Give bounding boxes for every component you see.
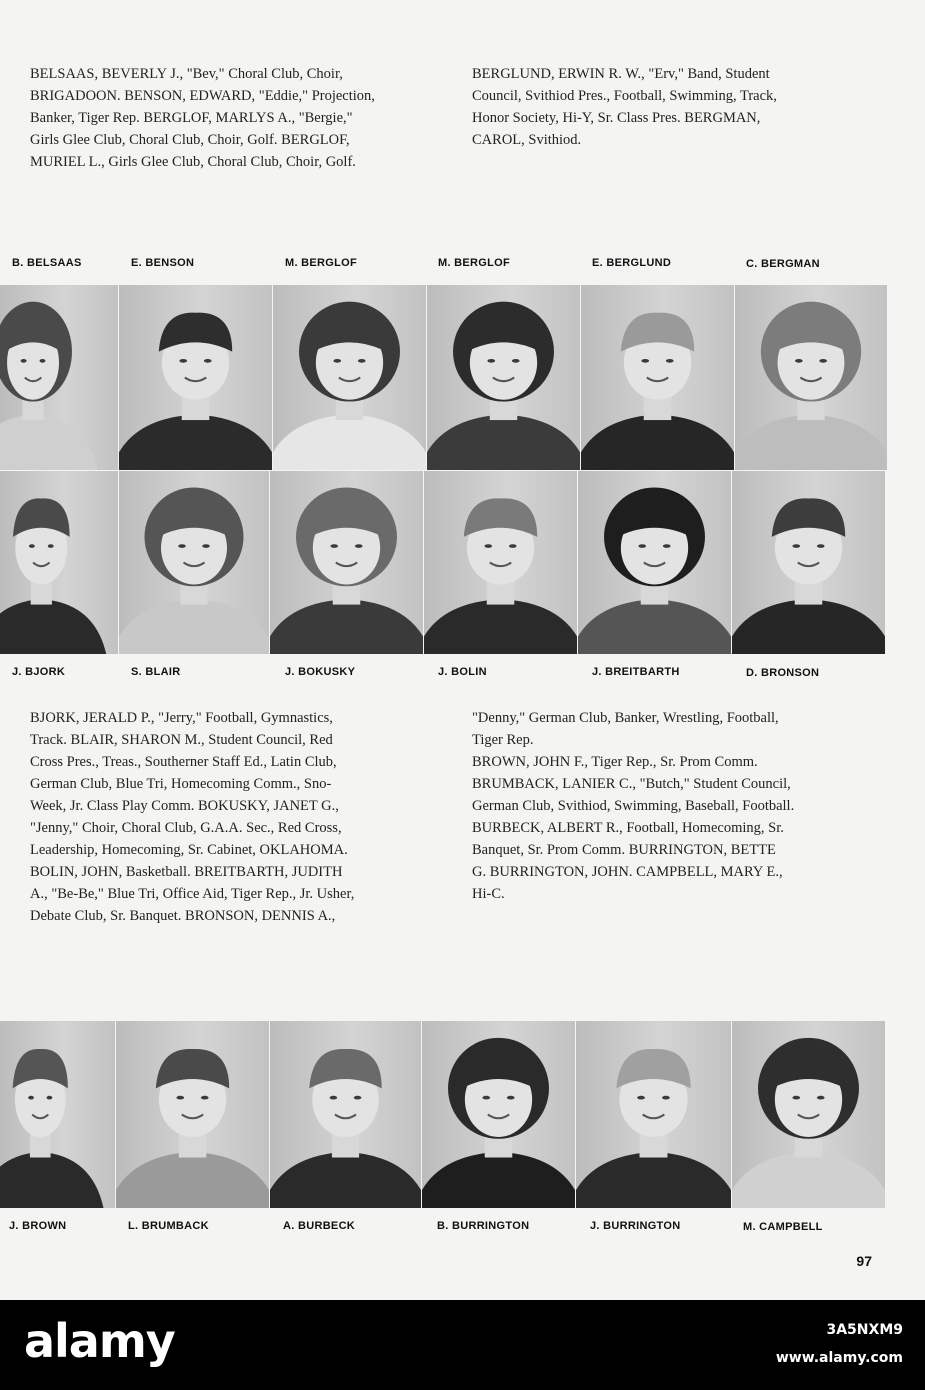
page-number: 97 xyxy=(856,1253,872,1269)
bio-line: Debate Club, Sr. Banquet. BRONSON, DENNIS A., xyxy=(30,908,336,924)
portrait-caption: S. BLAIR xyxy=(131,666,181,678)
portrait-photo xyxy=(576,1021,731,1208)
portrait-figure xyxy=(732,471,885,654)
bio-line: Honor Society, Hi-Y, Sr. Class Pres. BERGMAN, xyxy=(472,110,761,126)
bio-line: CAROL, Svithiod. xyxy=(472,132,582,148)
portrait-photo xyxy=(427,285,580,470)
bio-line: "Jenny," Choir, Choral Club, G.A.A. Sec., Red Cross, xyxy=(30,820,342,836)
bio-line: Cross Pres., Treas., Southerner Staff Ed., Latin Club, xyxy=(30,754,337,770)
portrait-photo xyxy=(119,285,272,470)
portrait-figure xyxy=(581,285,734,470)
stock-watermark-bar xyxy=(0,1300,925,1390)
portrait-caption: B. BURRINGTON xyxy=(437,1220,530,1232)
stock-logo: alamy xyxy=(24,1314,175,1368)
portrait-photo xyxy=(578,471,731,654)
bio-line: "Denny," German Club, Banker, Wrestling, Football, xyxy=(472,710,779,726)
bio-line: Banquet, Sr. Prom Comm. BURRINGTON, BETTE xyxy=(472,842,776,858)
portrait-figure xyxy=(273,285,426,470)
portrait-figure xyxy=(0,471,118,654)
portrait-photo xyxy=(270,471,423,654)
bio-line: Track. BLAIR, SHARON M., Student Council, Red xyxy=(30,732,333,748)
portrait-caption: B. BELSAAS xyxy=(12,257,82,269)
stock-image-id: 3A5NXM9 xyxy=(826,1322,903,1338)
portrait-photo xyxy=(0,1021,115,1208)
portrait-photo xyxy=(0,285,118,470)
bio-text-middle-left xyxy=(30,707,417,927)
bio-line: MURIEL L., Girls Glee Club, Choral Club, Choir, Golf. xyxy=(30,154,356,170)
bio-line: Week, Jr. Class Play Comm. BOKUSKY, JANET G., xyxy=(30,798,339,814)
portrait-figure xyxy=(424,471,577,654)
portrait-photo xyxy=(732,471,885,654)
bio-line: BJORK, JERALD P., "Jerry," Football, Gymnastics, xyxy=(30,710,333,726)
portrait-figure xyxy=(270,471,423,654)
portrait-caption: A. BURBECK xyxy=(283,1220,356,1232)
bio-line: BOLIN, JOHN, Basketball. BREITBARTH, JUDITH xyxy=(30,864,343,880)
bio-line: Tiger Rep. xyxy=(472,732,534,748)
bio-line: BRUMBACK, LANIER C., "Butch," Student Council, xyxy=(472,776,791,792)
bio-text-top-right xyxy=(472,63,859,151)
portrait-photo xyxy=(273,285,426,470)
portrait-figure xyxy=(732,1021,885,1208)
portrait-caption: L. BRUMBACK xyxy=(128,1220,209,1232)
bio-line: BURBECK, ALBERT R., Football, Homecoming, Sr. xyxy=(472,820,784,836)
portrait-photo xyxy=(116,1021,269,1208)
bio-text-top-left xyxy=(30,63,417,173)
portrait-figure xyxy=(119,285,272,470)
portrait-photo xyxy=(732,1021,885,1208)
bio-line: BERGLUND, ERWIN R. W., "Erv," Band, Student xyxy=(472,66,770,82)
bio-line: BRIGADOON. BENSON, EDWARD, "Eddie," Projection, xyxy=(30,88,375,104)
portrait-photo xyxy=(424,471,577,654)
portrait-figure xyxy=(0,285,118,470)
portrait-caption: J. BOKUSKY xyxy=(285,666,356,678)
portrait-photo xyxy=(422,1021,575,1208)
portrait-caption: E. BERGLUND xyxy=(592,257,672,269)
bio-line: German Club, Svithiod, Swimming, Baseball, Football. xyxy=(472,798,795,814)
bio-line: Leadership, Homecoming, Sr. Cabinet, OKLAHOMA. xyxy=(30,842,348,858)
portrait-photo xyxy=(0,471,118,654)
bio-line: BROWN, JOHN F., Tiger Rep., Sr. Prom Comm. xyxy=(472,754,758,770)
portrait-caption: J. BJORK xyxy=(12,666,66,678)
bio-text-middle-right xyxy=(472,707,859,905)
portrait-figure xyxy=(578,471,731,654)
portrait-figure xyxy=(116,1021,269,1208)
portrait-caption: M. CAMPBELL xyxy=(743,1221,823,1233)
portrait-figure xyxy=(422,1021,575,1208)
portrait-caption: E. BENSON xyxy=(131,257,195,269)
portrait-figure xyxy=(735,285,887,470)
portrait-figure xyxy=(270,1021,421,1208)
stock-url: www.alamy.com xyxy=(775,1350,903,1366)
portrait-caption: M. BERGLOF xyxy=(438,257,511,269)
portrait-caption: D. BRONSON xyxy=(746,667,820,679)
bio-line: German Club, Blue Tri, Homecoming Comm., Sno- xyxy=(30,776,332,792)
portrait-caption: M. BERGLOF xyxy=(285,257,358,269)
bio-line: Hi-C. xyxy=(472,886,505,902)
bio-line: Banker, Tiger Rep. BERGLOF, MARLYS A., "Bergie," xyxy=(30,110,353,126)
portrait-photo xyxy=(735,285,887,470)
portrait-caption: C. BERGMAN xyxy=(746,258,820,270)
portrait-figure xyxy=(427,285,580,470)
portrait-photo xyxy=(581,285,734,470)
bio-line: G. BURRINGTON, JOHN. CAMPBELL, MARY E., xyxy=(472,864,783,880)
portrait-figure xyxy=(576,1021,731,1208)
portrait-photo xyxy=(270,1021,421,1208)
portrait-caption: J. BURRINGTON xyxy=(590,1220,681,1232)
bio-line: A., "Be-Be," Blue Tri, Office Aid, Tiger Rep., Jr. Usher, xyxy=(30,886,355,902)
portrait-caption: J. BROWN xyxy=(9,1220,67,1232)
portrait-figure xyxy=(119,471,269,654)
bio-line: Council, Svithiod Pres., Football, Swimming, Track, xyxy=(472,88,777,104)
portrait-figure xyxy=(0,1021,115,1208)
portrait-caption: J. BOLIN xyxy=(438,666,487,678)
portrait-caption: J. BREITBARTH xyxy=(592,666,680,678)
portrait-photo xyxy=(119,471,269,654)
bio-line: Girls Glee Club, Choral Club, Choir, Golf. BERGLOF, xyxy=(30,132,350,148)
bio-line: BELSAAS, BEVERLY J., "Bev," Choral Club, Choir, xyxy=(30,66,343,82)
